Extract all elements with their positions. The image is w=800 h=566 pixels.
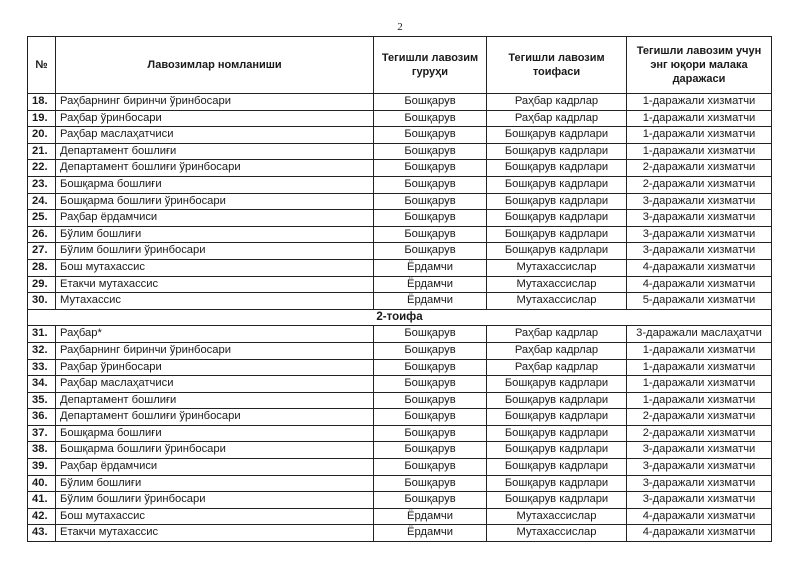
position-category: Бошқарув кадрлари (487, 376, 627, 393)
position-category: Раҳбар кадрлар (487, 359, 627, 376)
row-number: 28. (28, 259, 56, 276)
row-number: 29. (28, 276, 56, 293)
position-group: Бошқарув (374, 160, 487, 177)
position-category: Мутахассислар (487, 525, 627, 542)
row-number: 32. (28, 342, 56, 359)
position-name: Департамент бошлиғи (56, 143, 374, 160)
position-name: Бўлим бошлиғи ўринбосари (56, 492, 374, 509)
position-name: Етакчи мутахассис (56, 525, 374, 542)
position-group: Бошқарув (374, 359, 487, 376)
table-row (28, 508, 772, 525)
position-group: Ёрдамчи (374, 293, 487, 310)
row-number: 19. (28, 110, 56, 127)
position-category: Бошқарув кадрлари (487, 243, 627, 260)
row-number: 23. (28, 176, 56, 193)
qualification-level: 2-даражали хизматчи (627, 409, 772, 426)
header-qualification: Тегишли лавозим учун энг юқори малака даражаси (627, 37, 772, 94)
position-category: Мутахассислар (487, 508, 627, 525)
position-group: Бошқарув (374, 409, 487, 426)
qualification-level: 1-даражали хизматчи (627, 143, 772, 160)
position-group: Бошқарув (374, 475, 487, 492)
position-name: Департамент бошлиғи (56, 392, 374, 409)
position-name: Бўлим бошлиғи (56, 475, 374, 492)
qualification-level: 1-даражали хизматчи (627, 392, 772, 409)
row-number: 34. (28, 376, 56, 393)
position-name: Бошқарма бошлиғи (56, 176, 374, 193)
position-name: Бошқарма бошлиғи ўринбосари (56, 193, 374, 210)
position-category: Бошқарув кадрлари (487, 127, 627, 144)
row-number: 24. (28, 193, 56, 210)
position-group: Ёрдамчи (374, 525, 487, 542)
position-group: Бошқарув (374, 94, 487, 111)
table-row (28, 326, 772, 343)
table-row (28, 442, 772, 459)
position-group: Бошқарув (374, 243, 487, 260)
position-group: Бошқарув (374, 342, 487, 359)
position-name: Бошқарма бошлиғи ўринбосари (56, 442, 374, 459)
qualification-level: 4-даражали хизматчи (627, 259, 772, 276)
table-row (28, 475, 772, 492)
position-category: Мутахассислар (487, 293, 627, 310)
qualification-level: 1-даражали хизматчи (627, 342, 772, 359)
position-group: Бошқарув (374, 176, 487, 193)
position-name: Етакчи мутахассис (56, 276, 374, 293)
position-category: Бошқарув кадрлари (487, 492, 627, 509)
position-category: Раҳбар кадрлар (487, 342, 627, 359)
table-row (28, 342, 772, 359)
row-number: 21. (28, 143, 56, 160)
table-row (28, 492, 772, 509)
position-category: Раҳбар кадрлар (487, 110, 627, 127)
qualification-level: 4-даражали хизматчи (627, 508, 772, 525)
qualification-level: 2-даражали хизматчи (627, 176, 772, 193)
position-name: Раҳбар ёрдамчиси (56, 459, 374, 476)
position-group: Бошқарув (374, 193, 487, 210)
table-row (28, 293, 772, 310)
position-group: Бошқарув (374, 425, 487, 442)
qualification-level: 3-даражали хизматчи (627, 193, 772, 210)
position-category: Бошқарув кадрлари (487, 475, 627, 492)
table-row (28, 243, 772, 260)
table-row (28, 259, 772, 276)
table-row (28, 409, 772, 426)
position-group: Бошқарув (374, 110, 487, 127)
table-row (28, 276, 772, 293)
page-number: 2 (397, 21, 403, 33)
position-name: Раҳбарнинг биринчи ўринбосари (56, 342, 374, 359)
qualification-level: 5-даражали хизматчи (627, 293, 772, 310)
table-row (28, 359, 772, 376)
position-name: Бош мутахассис (56, 259, 374, 276)
position-category: Бошқарув кадрлари (487, 193, 627, 210)
row-number: 33. (28, 359, 56, 376)
row-number: 41. (28, 492, 56, 509)
position-category: Мутахассислар (487, 276, 627, 293)
table-row (28, 459, 772, 476)
position-category: Бошқарув кадрлари (487, 425, 627, 442)
position-name: Департамент бошлиғи ўринбосари (56, 160, 374, 177)
qualification-level: 3-даражали хизматчи (627, 475, 772, 492)
position-name: Раҳбарнинг биринчи ўринбосари (56, 94, 374, 111)
position-group: Ёрдамчи (374, 259, 487, 276)
row-number: 31. (28, 326, 56, 343)
qualification-level: 3-даражали хизматчи (627, 210, 772, 227)
position-category: Бошқарув кадрлари (487, 409, 627, 426)
qualification-level: 1-даражали хизматчи (627, 127, 772, 144)
qualification-level: 1-даражали хизматчи (627, 94, 772, 111)
table-row (28, 226, 772, 243)
qualification-level: 2-даражали хизматчи (627, 425, 772, 442)
position-category: Бошқарув кадрлари (487, 160, 627, 177)
qualification-level: 1-даражали хизматчи (627, 359, 772, 376)
position-category: Бошқарув кадрлари (487, 392, 627, 409)
position-group: Бошқарув (374, 210, 487, 227)
row-number: 42. (28, 508, 56, 525)
qualification-level: 3-даражали хизматчи (627, 442, 772, 459)
position-name: Бўлим бошлиғи ўринбосари (56, 243, 374, 260)
position-name: Раҳбар* (56, 326, 374, 343)
table-row (28, 525, 772, 542)
row-number: 35. (28, 392, 56, 409)
row-number: 27. (28, 243, 56, 260)
row-number: 36. (28, 409, 56, 426)
position-group: Бошқарув (374, 226, 487, 243)
position-group: Бошқарув (374, 492, 487, 509)
position-category: Бошқарув кадрлари (487, 442, 627, 459)
position-category: Бошқарув кадрлари (487, 210, 627, 227)
row-number: 39. (28, 459, 56, 476)
position-group: Бошқарув (374, 392, 487, 409)
qualification-level: 3-даражали хизматчи (627, 459, 772, 476)
table-row (28, 392, 772, 409)
qualification-level: 2-даражали хизматчи (627, 160, 772, 177)
qualification-level: 4-даражали хизматчи (627, 525, 772, 542)
table-row (28, 110, 772, 127)
header-position-name: Лавозимлар номланиши (56, 37, 374, 94)
table-row (28, 376, 772, 393)
position-category: Раҳбар кадрлар (487, 94, 627, 111)
position-group: Ёрдамчи (374, 508, 487, 525)
qualification-level: 3-даражали хизматчи (627, 492, 772, 509)
row-number: 40. (28, 475, 56, 492)
positions-table (27, 36, 772, 542)
table-header-row (28, 37, 772, 94)
position-name: Раҳбар ўринбосари (56, 359, 374, 376)
position-name: Бўлим бошлиғи (56, 226, 374, 243)
row-number: 38. (28, 442, 56, 459)
row-number: 18. (28, 94, 56, 111)
position-name: Бош мутахассис (56, 508, 374, 525)
row-number: 22. (28, 160, 56, 177)
header-number: № (28, 37, 56, 94)
row-number: 43. (28, 525, 56, 542)
row-number: 37. (28, 425, 56, 442)
table-row (28, 94, 772, 111)
position-category: Мутахассислар (487, 259, 627, 276)
position-category: Бошқарув кадрлари (487, 459, 627, 476)
position-category: Бошқарув кадрлари (487, 143, 627, 160)
qualification-level: 1-даражали хизматчи (627, 110, 772, 127)
table-row (28, 210, 772, 227)
position-name: Мутахассис (56, 293, 374, 310)
position-group: Бошқарув (374, 376, 487, 393)
row-number: 30. (28, 293, 56, 310)
position-category: Бошқарув кадрлари (487, 176, 627, 193)
position-category: Раҳбар кадрлар (487, 326, 627, 343)
table-row (28, 127, 772, 144)
qualification-level: 3-даражали хизматчи (627, 243, 772, 260)
position-group: Бошқарув (374, 127, 487, 144)
qualification-level: 3-даражали хизматчи (627, 226, 772, 243)
position-name: Раҳбар ўринбосари (56, 110, 374, 127)
position-name: Бошқарма бошлиғи (56, 425, 374, 442)
row-number: 20. (28, 127, 56, 144)
table-row (28, 176, 772, 193)
position-name: Раҳбар маслаҳатчиси (56, 376, 374, 393)
position-name: Раҳбар маслаҳатчиси (56, 127, 374, 144)
table-row (28, 160, 772, 177)
qualification-level: 1-даражали хизматчи (627, 376, 772, 393)
section-title: 2-тоифа (28, 309, 772, 326)
section-row (28, 309, 772, 326)
table-body (28, 94, 772, 542)
position-group: Бошқарув (374, 442, 487, 459)
header-position-group: Тегишли лавозим гуруҳи (374, 37, 487, 94)
position-group: Бошқарув (374, 326, 487, 343)
header-position-category: Тегишли лавозим тоифаси (487, 37, 627, 94)
position-name: Раҳбар ёрдамчиси (56, 210, 374, 227)
table-row (28, 193, 772, 210)
row-number: 25. (28, 210, 56, 227)
row-number: 26. (28, 226, 56, 243)
qualification-level: 4-даражали хизматчи (627, 276, 772, 293)
table-row (28, 143, 772, 160)
table-row (28, 425, 772, 442)
position-name: Департамент бошлиғи ўринбосари (56, 409, 374, 426)
position-group: Ёрдамчи (374, 276, 487, 293)
position-group: Бошқарув (374, 459, 487, 476)
qualification-level: 3-даражали маслаҳатчи (627, 326, 772, 343)
position-group: Бошқарув (374, 143, 487, 160)
position-category: Бошқарув кадрлари (487, 226, 627, 243)
